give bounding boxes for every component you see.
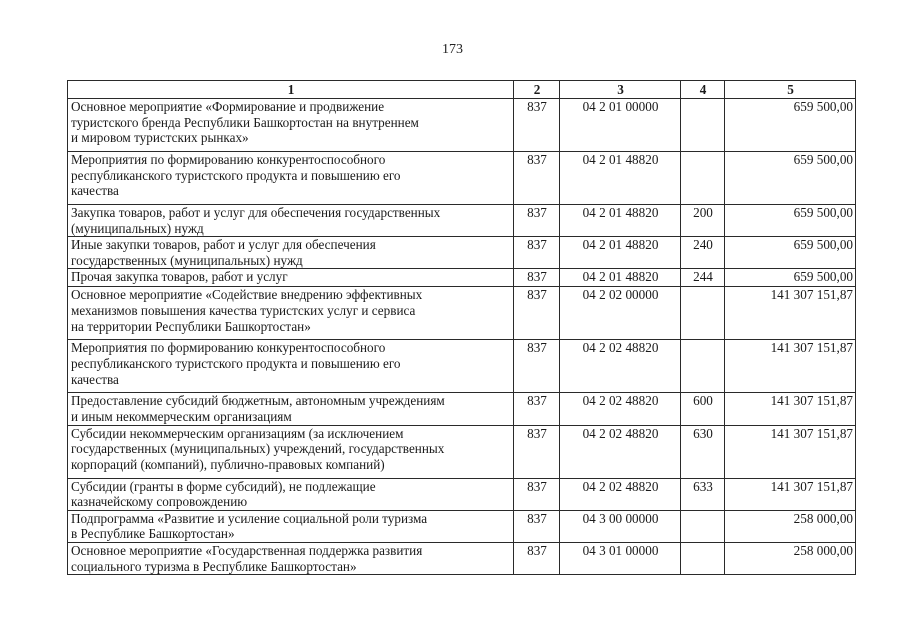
- cell-name: Основное мероприятие «Формирование и продвижение туристского бренда Республики Башкортостан на внутреннем и мировом туристских рынках»: [68, 99, 514, 152]
- column-header-csr: 3: [560, 81, 681, 99]
- cell-name: Субсидии некоммерческим организациям (за исключением государственных (муниципальных) учреждений, государственных корпораций (компаний), публично-правовых компаний): [68, 425, 514, 478]
- cell-csr: 04 2 01 48820: [560, 237, 681, 269]
- cell-name: Предоставление субсидий бюджетным, автономным учреждениям и иным некоммерческим организациям: [68, 393, 514, 425]
- cell-amount: 258 000,00: [725, 510, 856, 542]
- table-row: [68, 152, 856, 205]
- cell-name: Закупка товаров, работ и услуг для обеспечения государственных (муниципальных) нужд: [68, 205, 514, 237]
- cell-name: Основное мероприятие «Государственная поддержка развития социального туризма в Республике Башкортостан»: [68, 542, 514, 574]
- cell-csr: 04 2 01 48820: [560, 205, 681, 237]
- cell-csr: 04 2 01 48820: [560, 152, 681, 205]
- cell-name: Подпрограмма «Развитие и усиление социальной роли туризма в Республике Башкортостан»: [68, 510, 514, 542]
- cell-amount: 659 500,00: [725, 99, 856, 152]
- cell-ved: 837: [514, 205, 560, 237]
- cell-name: Иные закупки товаров, работ и услуг для обеспечения государственных (муниципальных) нужд: [68, 237, 514, 269]
- cell-ved: 837: [514, 478, 560, 510]
- table-row: [68, 340, 856, 393]
- cell-amount: 141 307 151,87: [725, 287, 856, 340]
- cell-name: Субсидии (гранты в форме субсидий), не подлежащие казначейскому сопровождению: [68, 478, 514, 510]
- cell-amount: 141 307 151,87: [725, 478, 856, 510]
- cell-amount: 141 307 151,87: [725, 393, 856, 425]
- table-row: [68, 393, 856, 425]
- cell-csr: 04 2 02 48820: [560, 478, 681, 510]
- cell-ved: 837: [514, 340, 560, 393]
- cell-ved: 837: [514, 425, 560, 478]
- cell-csr: 04 3 01 00000: [560, 542, 681, 574]
- cell-vr: [681, 99, 725, 152]
- cell-name: Мероприятия по формированию конкурентоспособного республиканского туристского продукта и повышению его качества: [68, 152, 514, 205]
- cell-amount: 141 307 151,87: [725, 340, 856, 393]
- cell-amount: 659 500,00: [725, 205, 856, 237]
- cell-ved: 837: [514, 510, 560, 542]
- cell-csr: 04 2 01 00000: [560, 99, 681, 152]
- table-row: [68, 542, 856, 574]
- cell-vr: [681, 340, 725, 393]
- column-header-ved: 2: [514, 81, 560, 99]
- column-header-amount: 5: [725, 81, 856, 99]
- cell-amount: 659 500,00: [725, 152, 856, 205]
- table-header-row: [68, 81, 856, 99]
- cell-amount: 141 307 151,87: [725, 425, 856, 478]
- cell-csr: 04 3 00 00000: [560, 510, 681, 542]
- cell-amount: 258 000,00: [725, 542, 856, 574]
- cell-csr: 04 2 02 48820: [560, 393, 681, 425]
- cell-vr: 630: [681, 425, 725, 478]
- table-row: [68, 237, 856, 269]
- column-header-name: 1: [68, 81, 514, 99]
- cell-csr: 04 2 01 48820: [560, 269, 681, 287]
- cell-vr: 244: [681, 269, 725, 287]
- cell-vr: [681, 152, 725, 205]
- cell-ved: 837: [514, 152, 560, 205]
- cell-name: Прочая закупка товаров, работ и услуг: [68, 269, 514, 287]
- cell-csr: 04 2 02 48820: [560, 340, 681, 393]
- page-number: 173: [442, 42, 463, 57]
- table-row: [68, 425, 856, 478]
- table-row: [68, 205, 856, 237]
- cell-csr: 04 2 02 48820: [560, 425, 681, 478]
- column-header-vr: 4: [681, 81, 725, 99]
- cell-vr: 633: [681, 478, 725, 510]
- cell-vr: 600: [681, 393, 725, 425]
- cell-vr: [681, 510, 725, 542]
- cell-name: Мероприятия по формированию конкурентоспособного республиканского туристского продукта и повышению его качества: [68, 340, 514, 393]
- table-row: [68, 287, 856, 340]
- cell-vr: [681, 287, 725, 340]
- table-row: [68, 99, 856, 152]
- cell-vr: 200: [681, 205, 725, 237]
- cell-ved: 837: [514, 99, 560, 152]
- table-row: [68, 510, 856, 542]
- cell-name: Основное мероприятие «Содействие внедрению эффективных механизмов повышения качества туристских услуг и сервиса на территории Республики Башкортостан»: [68, 287, 514, 340]
- table-row: [68, 269, 856, 287]
- budget-table: [67, 80, 856, 575]
- cell-ved: 837: [514, 542, 560, 574]
- cell-vr: 240: [681, 237, 725, 269]
- cell-ved: 837: [514, 269, 560, 287]
- cell-vr: [681, 542, 725, 574]
- cell-ved: 837: [514, 237, 560, 269]
- cell-amount: 659 500,00: [725, 269, 856, 287]
- cell-amount: 659 500,00: [725, 237, 856, 269]
- cell-csr: 04 2 02 00000: [560, 287, 681, 340]
- cell-ved: 837: [514, 287, 560, 340]
- cell-ved: 837: [514, 393, 560, 425]
- table-row: [68, 478, 856, 510]
